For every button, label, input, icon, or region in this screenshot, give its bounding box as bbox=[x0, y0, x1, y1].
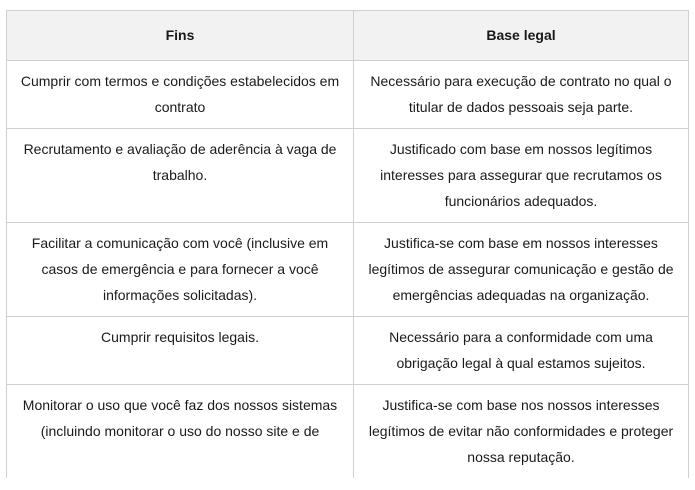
table-row bbox=[7, 129, 689, 223]
column-header-base-legal: Base legal bbox=[354, 11, 689, 61]
cell-base-legal: Justifica-se com base em nossos interesses legítimos de assegurar comunicação e gestão de emergências adequadas na organização. bbox=[354, 223, 689, 317]
cell-fins: Cumprir com termos e condições estabelecidos em contrato bbox=[7, 61, 354, 129]
table-header-row bbox=[7, 11, 689, 61]
column-header-fins: Fins bbox=[7, 11, 354, 61]
table-row bbox=[7, 385, 689, 479]
cell-base-legal: Necessário para execução de contrato no qual o titular de dados pessoais seja parte. bbox=[354, 61, 689, 129]
cell-fins: Facilitar a comunicação com você (inclusive em casos de emergência e para fornecer a você informações solicitadas). bbox=[7, 223, 354, 317]
cell-base-legal: Necessário para a conformidade com uma obrigação legal à qual estamos sujeitos. bbox=[354, 317, 689, 385]
cell-fins: Monitorar o uso que você faz dos nossos sistemas (incluindo monitorar o uso do nosso site e de bbox=[7, 385, 354, 479]
table-row bbox=[7, 223, 689, 317]
cell-base-legal: Justifica-se com base nos nossos interesses legítimos de evitar não conformidades e proteger nossa reputação. bbox=[354, 385, 689, 479]
table-row bbox=[7, 317, 689, 385]
cell-base-legal: Justificado com base em nossos legítimos interesses para assegurar que recrutamos os funcionários adequados. bbox=[354, 129, 689, 223]
cell-fins: Recrutamento e avaliação de aderência à vaga de trabalho. bbox=[7, 129, 354, 223]
cell-fins: Cumprir requisitos legais. bbox=[7, 317, 354, 385]
table-row bbox=[7, 61, 689, 129]
purposes-legal-basis-table bbox=[6, 10, 689, 478]
